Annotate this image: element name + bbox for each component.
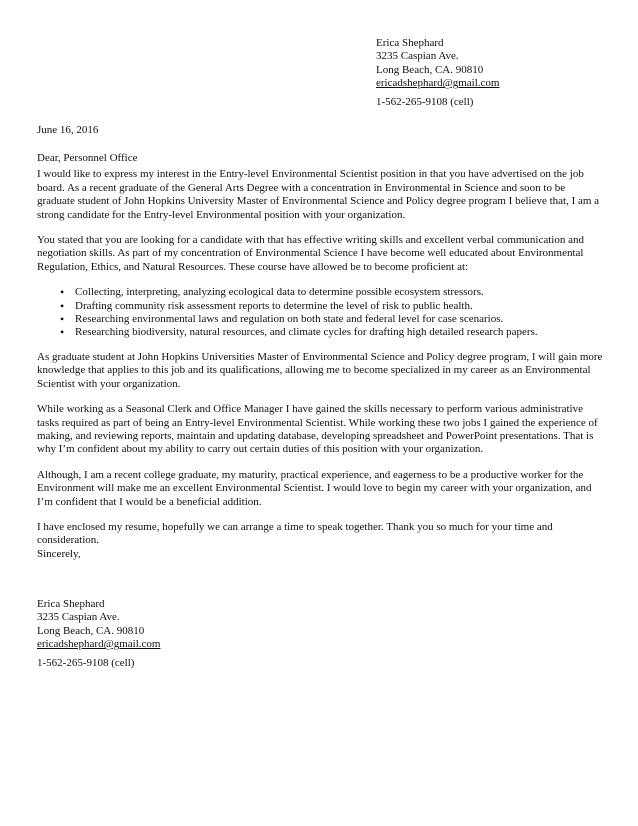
- salutation: Dear, Personnel Office: [37, 152, 138, 164]
- paragraph-enclosure: I have enclosed my resume, hopefully we can arrange a time to speak together. Thank you so much for your time and consideration.: [37, 520, 553, 547]
- signature-block: [37, 598, 160, 670]
- closing: Sincerely,: [37, 547, 81, 560]
- signature-name: Erica Shephard: [37, 598, 105, 610]
- signature-email-link[interactable]: ericadshephard@gmail.com: [37, 638, 161, 651]
- paragraph-graduate: As graduate student at John Hopkins Universities Master of Environmental Science and Policy degree program, I will gain more knowledge that applies to this job and its qualifications, allowing me to become specialized in my career as an Environmental Scientist with your organization.: [37, 350, 603, 390]
- sender-address-block: [376, 37, 616, 109]
- letter-date: June 16, 2016: [37, 124, 99, 136]
- letter-body: [37, 152, 603, 561]
- signature-city: Long Beach, CA. 90810: [37, 624, 145, 637]
- sender-street: 3235 Caspian Ave.: [376, 50, 459, 63]
- signature-street: 3235 Caspian Ave.: [37, 611, 120, 624]
- sender-phone: 1-562-265-9108 (cell): [376, 95, 474, 108]
- list-item: • Drafting community risk assessment reports to determine the level of risk to public health.: [37, 300, 603, 313]
- paragraph-skills: You stated that you are looking for a candidate with that has effective writing skills and excellent verbal communication and negotiation skills. As part of my concentration of Environmental Science I have become well educated about Environmental Regulation, Ethics, and Natural Resources. These course have allowed be to become proficient at:: [37, 234, 584, 273]
- list-item: • Researching biodiversity, natural resources, and climate cycles for drafting high detailed research papers.: [37, 326, 603, 339]
- skills-list: [37, 286, 603, 340]
- sender-city: Long Beach, CA. 90810: [376, 63, 484, 76]
- list-item: • Collecting, interpreting, analyzing ecological data to determine possible ecosystem stressors.: [37, 286, 603, 299]
- paragraph-experience: While working as a Seasonal Clerk and Office Manager I have gained the skills necessary to perform various administrative tasks required as part of being an Entry-level Environmental Scientist. While working these two jobs I gained the experience of making, and reviewing reports, maintain and updating database, developing spreadsheet and PowerPoint presentations. That is why I’m confident about my ability to carry out certain duties of this position with your organization.: [37, 403, 598, 456]
- list-item: • Researching environmental laws and regulation on both state and federal level for case scenarios.: [37, 313, 603, 326]
- paragraph-closing-argument: Although, I am a recent college graduate, my maturity, practical experience, and eagerness to be a productive worker for the Environment will make me an excellent Environmental Scientist. I would love to begin my career with your organization, and I’m confident that I would be a beneficial addition.: [37, 468, 592, 508]
- paragraph-intro: I would like to express my interest in the Entry-level Environmental Scientist position in that you have advertised on the job board. As a recent graduate of the General Arts Degree with a concentration in Environmental in Science and soon to be graduate student of John Hopkins University Master of Environmental Science and Policy degree program I believe that, I am a strong candidate for the Entry-level Environmental position with your organization.: [37, 168, 600, 221]
- sender-name: Erica Shephard: [376, 37, 444, 49]
- sender-email-link[interactable]: ericadshephard@gmail.com: [376, 77, 500, 90]
- signature-phone: 1-562-265-9108 (cell): [37, 656, 135, 669]
